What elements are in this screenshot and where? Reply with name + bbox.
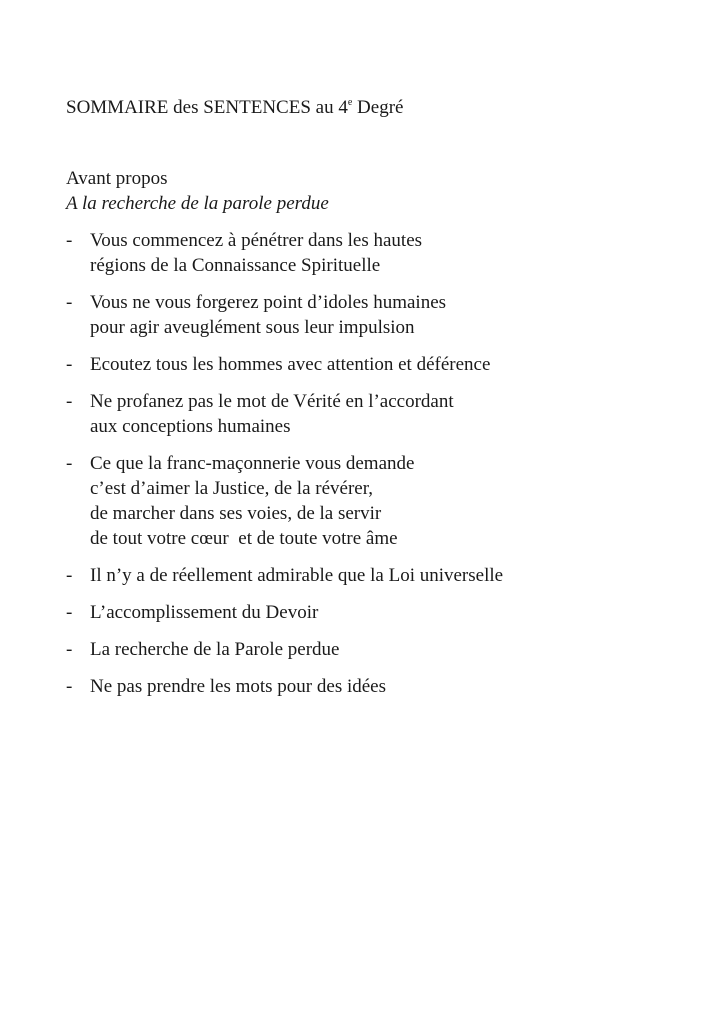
sentence-item [66, 600, 686, 625]
intro-block [66, 166, 329, 216]
sentence-line: La recherche de la Parole perdue [90, 639, 340, 660]
sentence-item [66, 637, 686, 662]
sentence-line: L’accomplissement du Devoir [90, 602, 319, 623]
sentence-line: Ne profanez pas le mot de Vérité en l’accordant [90, 391, 454, 412]
sentence-item [66, 228, 686, 278]
page-title [66, 96, 403, 120]
bullet-dash: - [66, 565, 73, 586]
sentence-line: Il n’y a de réellement admirable que la Loi universelle [90, 565, 504, 586]
sentence-item [66, 563, 686, 588]
sentence-line: Vous ne vous forgerez point d’idoles humaines [90, 292, 447, 313]
sentence-line: c’est d’aimer la Justice, de la révérer, [90, 478, 374, 499]
bullet-dash: - [66, 354, 73, 375]
bullet-dash: - [66, 292, 73, 313]
sentence-line: régions de la Connaissance Spirituelle [90, 255, 381, 276]
title-text-end: Degré [352, 97, 404, 118]
sentence-line: Vous commencez à pénétrer dans les hautes [90, 230, 423, 251]
title-superscript: e [347, 97, 353, 108]
sentence-item [66, 674, 686, 699]
bullet-dash: - [66, 391, 73, 412]
sentence-item [66, 451, 686, 551]
bullet-dash: - [66, 639, 73, 660]
title-text: SOMMAIRE des SENTENCES au 4 [66, 97, 348, 118]
sentence-line: pour agir aveuglément sous leur impulsion [90, 317, 415, 338]
sentence-list [66, 228, 686, 711]
sentence-line: Ecoutez tous les hommes avec attention et déférence [90, 354, 491, 375]
bullet-dash: - [66, 453, 73, 474]
sentence-line: de marcher dans ses voies, de la servir [90, 503, 382, 524]
bullet-dash: - [66, 602, 73, 623]
sentence-line: Ce que la franc-maçonnerie vous demande [90, 453, 415, 474]
intro-heading: Avant propos [66, 168, 168, 189]
sentence-item [66, 352, 686, 377]
bullet-dash: - [66, 230, 73, 251]
sentence-item [66, 389, 686, 439]
intro-subtitle: A la recherche de la parole perdue [66, 193, 329, 214]
sentence-line: aux conceptions humaines [90, 416, 291, 437]
sentence-item [66, 290, 686, 340]
sentence-line: Ne pas prendre les mots pour des idées [90, 676, 387, 697]
bullet-dash: - [66, 676, 73, 697]
sentence-line: de tout votre cœur et de toute votre âme [90, 528, 398, 549]
